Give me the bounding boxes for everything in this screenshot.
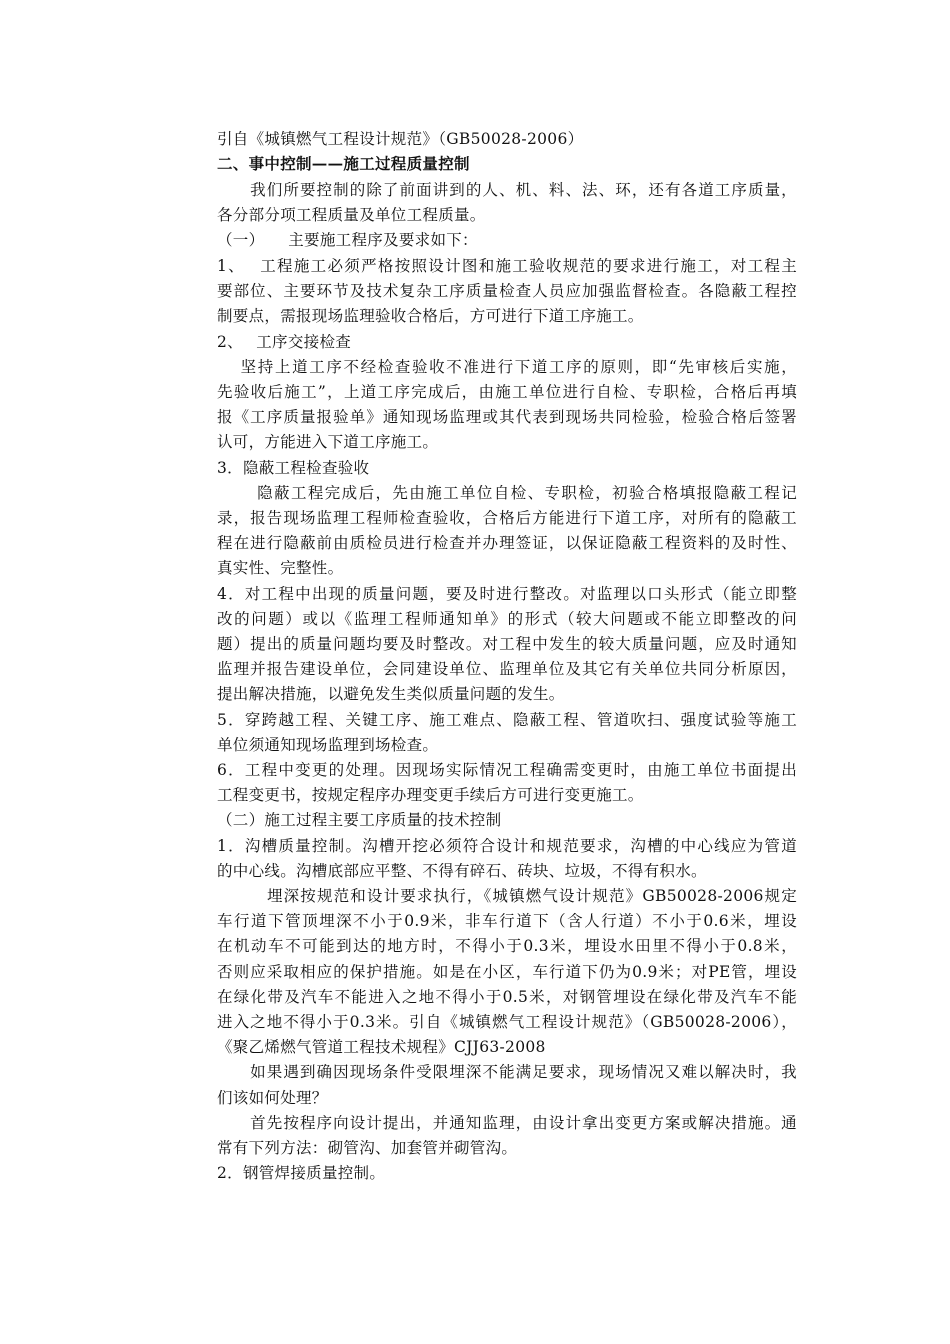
paragraph-line: 提出解决措施，以避免发生类似质量问题的发生。 (217, 685, 565, 703)
paragraph-line: 监理并报告建设单位，会同建设单位、监理单位及其它有关单位共同分析原因， (217, 660, 797, 678)
paragraph-line: 制要点，需报现场监理验收合格后，方可进行下道工序施工。 (217, 307, 644, 325)
paragraph-line: 1、 工程施工必须严格按照设计图和施工验收规范的要求进行施工，对工程主 (217, 257, 797, 275)
paragraph-line: 真实性、完整性。 (217, 559, 344, 577)
subsection-heading: （二）施工过程主要工序质量的技术控制 (217, 811, 502, 829)
paragraph-line: 录，报告现场监理工程师检查验收，合格后方能进行下道工序，对所有的隐蔽工 (217, 509, 797, 527)
paragraph-line: 单位须通知现场监理到场检查。 (217, 736, 439, 754)
paragraph-line: 隐蔽工程完成后，先由施工单位自检、专职检，初验合格填报隐蔽工程记 (217, 484, 797, 502)
paragraph-line: 埋深按规范和设计要求执行，《城镇燃气设计规范》GB50028-2006规定 (217, 887, 797, 905)
paragraph-line: 题）提出的质量问题均要及时整改。对工程中发生的较大质量问题，应及时通知 (217, 635, 797, 653)
paragraph-line: 6．工程中变更的处理。因现场实际情况工程确需变更时，由施工单位书面提出 (217, 761, 797, 779)
paragraph-line: 4．对工程中出现的质量问题，要及时进行整改。对监理以口头形式（能立即整 (217, 585, 797, 603)
paragraph-line: 5．穿跨越工程、关键工序、施工难点、隐蔽工程、管道吹扫、强度试验等施工 (217, 711, 797, 729)
reference-line: 引自《城镇燃气工程设计规范》（GB50028-2006） (217, 130, 584, 148)
paragraph-line: 认可，方能进入下道工序施工。 (217, 433, 439, 451)
paragraph-line: 改的问题）或以《监理工程师通知单》的形式（较大问题或不能立即整改的问 (217, 610, 797, 628)
paragraph-line: 《聚乙烯燃气管道工程技术规程》CJJ63-2008 (217, 1038, 546, 1056)
paragraph-line: 车行道下管顶埋深不小于0.9米，非车行道下（含人行道）不小于0.6米，埋设 (217, 912, 797, 930)
paragraph-line: 各分部分项工程质量及单位工程质量。 (217, 206, 486, 224)
subsection-heading: （一） 主要施工程序及要求如下： (217, 231, 478, 249)
paragraph-line: 程在进行隐蔽前由质检员进行检查并办理签证，以保证隐蔽工程资料的及时性、 (217, 534, 797, 552)
paragraph-line: 坚持上道工序不经检查验收不准进行下道工序的原则，即“先审核后实施， (217, 358, 797, 376)
paragraph-line: 在机动车不可能到达的地方时，不得小于0.3米，埋设水田里不得小于0.8米， (217, 937, 797, 955)
item-heading: 3．隐蔽工程检查验收 (217, 459, 370, 477)
section-heading: 二、事中控制——施工过程质量控制 (217, 154, 470, 173)
paragraph-line: 1．沟槽质量控制。沟槽开挖必须符合设计和规范要求，沟槽的中心线应为管道 (217, 837, 797, 855)
paragraph-line: 否则应采取相应的保护措施。如是在小区，车行道下仍为0.9米；对PE管，埋设 (217, 963, 797, 981)
paragraph-line: 的中心线。沟槽底部应平整、不得有碎石、砖块、垃圾，不得有积水。 (217, 862, 707, 880)
paragraph-line: 我们所要控制的除了前面讲到的人、机、料、法、环，还有各道工序质量， (217, 181, 797, 199)
paragraph-line: 报《工序质量报验单》通知现场监理或其代表到现场共同检验，检验合格后签署 (217, 408, 797, 426)
item-heading: 2．钢管焊接质量控制。 (217, 1164, 386, 1182)
paragraph-line: 如果遇到确因现场条件受限埋深不能满足要求，现场情况又难以解决时，我 (217, 1063, 797, 1081)
paragraph-line: 在绿化带及汽车不能进入之地不得小于0.5米，对钢管埋设在绿化带及汽车不能 (217, 988, 797, 1006)
item-heading: 2、 工序交接检查 (217, 333, 352, 351)
paragraph-line: 进入之地不得小于0.3米。引自《城镇燃气工程设计规范》（GB50028-2006）， (217, 1013, 797, 1031)
paragraph-line: 常有下列方法：砌管沟、加套管并砌管沟。 (217, 1139, 518, 1157)
paragraph-line: 先验收后施工”，上道工序完成后，由施工单位进行自检、专职检，合格后再填 (217, 383, 797, 401)
paragraph-line: 工程变更书，按规定程序办理变更手续后方可进行变更施工。 (217, 786, 644, 804)
paragraph-line: 首先按程序向设计提出，并通知监理，由设计拿出变更方案或解决措施。通 (217, 1114, 797, 1132)
paragraph-line: 要部位、主要环节及技术复杂工序质量检查人员应加强监督检查。各隐蔽工程控 (217, 282, 797, 300)
paragraph-line: 们该如何处理？ (217, 1089, 328, 1107)
